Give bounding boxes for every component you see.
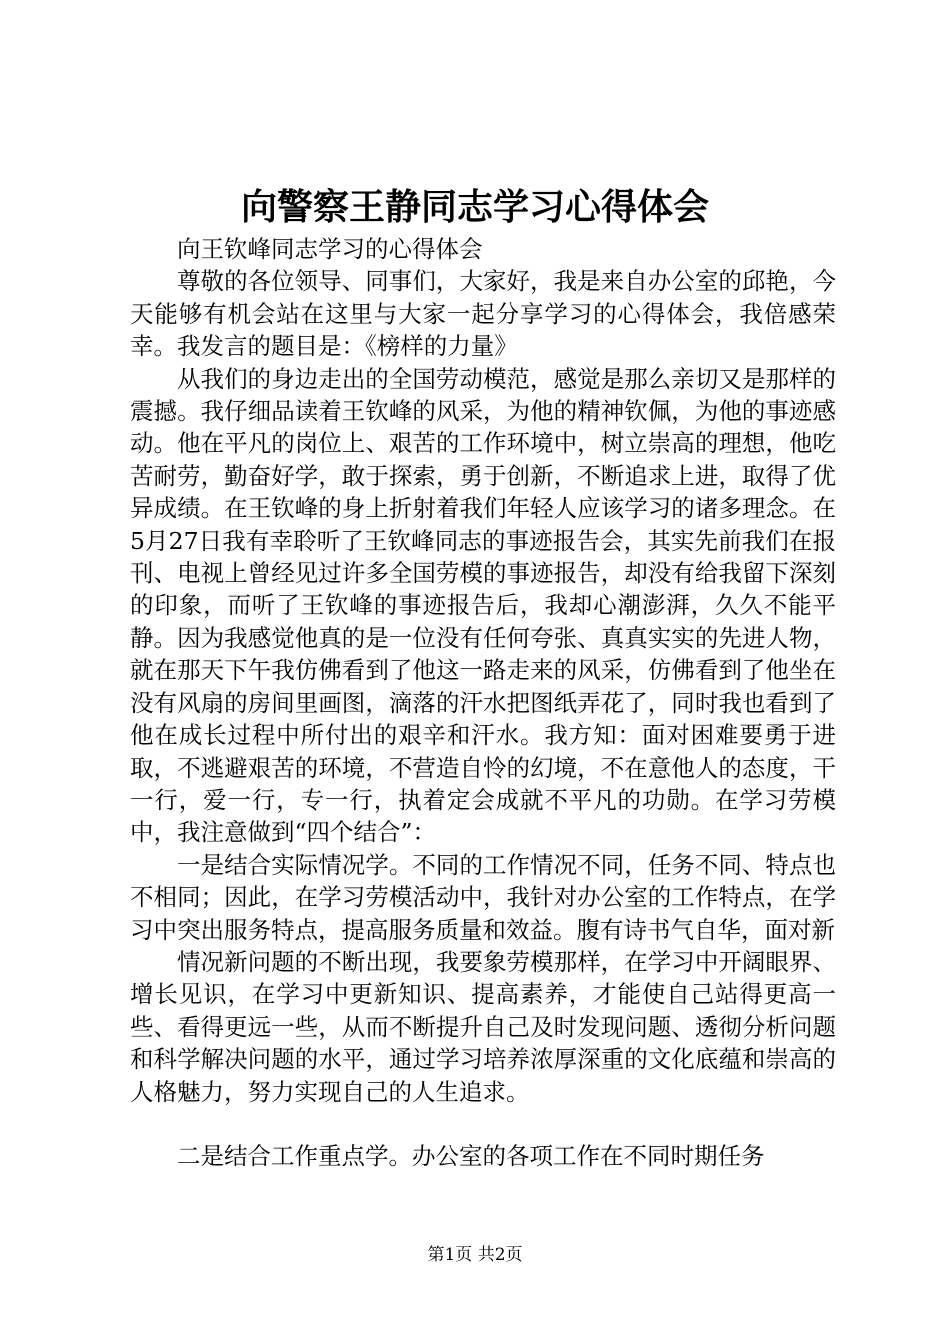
- body-paragraph: 尊敬的各位领导、同事们，大家好，我是来自办公室的邱艳，今天能够有机会站在这里与大家一起分享学习的心得体会，我倍感荣幸。我发言的题目是：《榜样的力量》: [130, 267, 836, 361]
- body-paragraph: 从我们的身边走出的全国劳动模范，感觉是那么亲切又是那样的震撼。我仔细品读着王钦峰的风采，为他的精神钦佩，为他的事迹感动。他在平凡的岗位上、艰苦的工作环境中，树立崇高的理想，他吃苦耐劳，勤奋好学，敢于探索，勇于创新，不断追求上进，取得了优异成绩。在王钦峰的身上折射着我们年轻人应该学习的诸多理念。在5月27日我有幸聆听了王钦峰同志的事迹报告会，其实先前我们在报刊、电视上曾经见过许多全国劳模的事迹报告，却没有给我留下深刻的印象，而听了王钦峰的事迹报告后，我却心潮澎湃，久久不能平静。因为我感觉他真的是一位没有任何夸张、真真实实的先进人物，就在那天下午我仿佛看到了他这一路走来的风采，仿佛看到了他坐在没有风扇的房间里画图，滴落的汗水把图纸弄花了，同时我也看到了他在成长过程中所付出的艰辛和汗水。我方知：面对困难要勇于进取，不逃避艰苦的环境，不营造自怜的幻境，不在意他人的态度，干一行，爱一行，专一行，执着定会成就不平凡的功勋。在学习劳模中，我注意做到“四个结合”：: [130, 364, 836, 847]
- body-paragraph: 向王钦峰同志学习的心得体会: [177, 235, 483, 263]
- body-paragraph: 情况新问题的不断出现，我要象劳模那样，在学习中开阔眼界、增长见识，在学习中更新知识、提高素养，才能使自己站得更高一些、看得更远一些，从而不断提升自己及时发现问题、透彻分析问题和科学解决问题的水平，通过学习培养浓厚深重的文化底蕴和崇高的人格魅力，努力实现自己的人生追求。: [130, 947, 836, 1106]
- document-title: 向警察王静同志学习心得体会: [240, 186, 709, 228]
- body-paragraph: 一是结合实际情况学。不同的工作情况不同，任务不同、特点也不相同；因此，在学习劳模活动中，我针对办公室的工作特点，在学习中突出服务特点，提高服务质量和效益。腹有诗书气自华，面对新: [130, 850, 836, 944]
- page-footer: 第1页 共2页: [427, 1245, 523, 1265]
- document-body: [130, 233, 836, 1172]
- body-paragraph: 二是结合工作重点学。办公室的各项工作在不同时期任务: [177, 1141, 765, 1170]
